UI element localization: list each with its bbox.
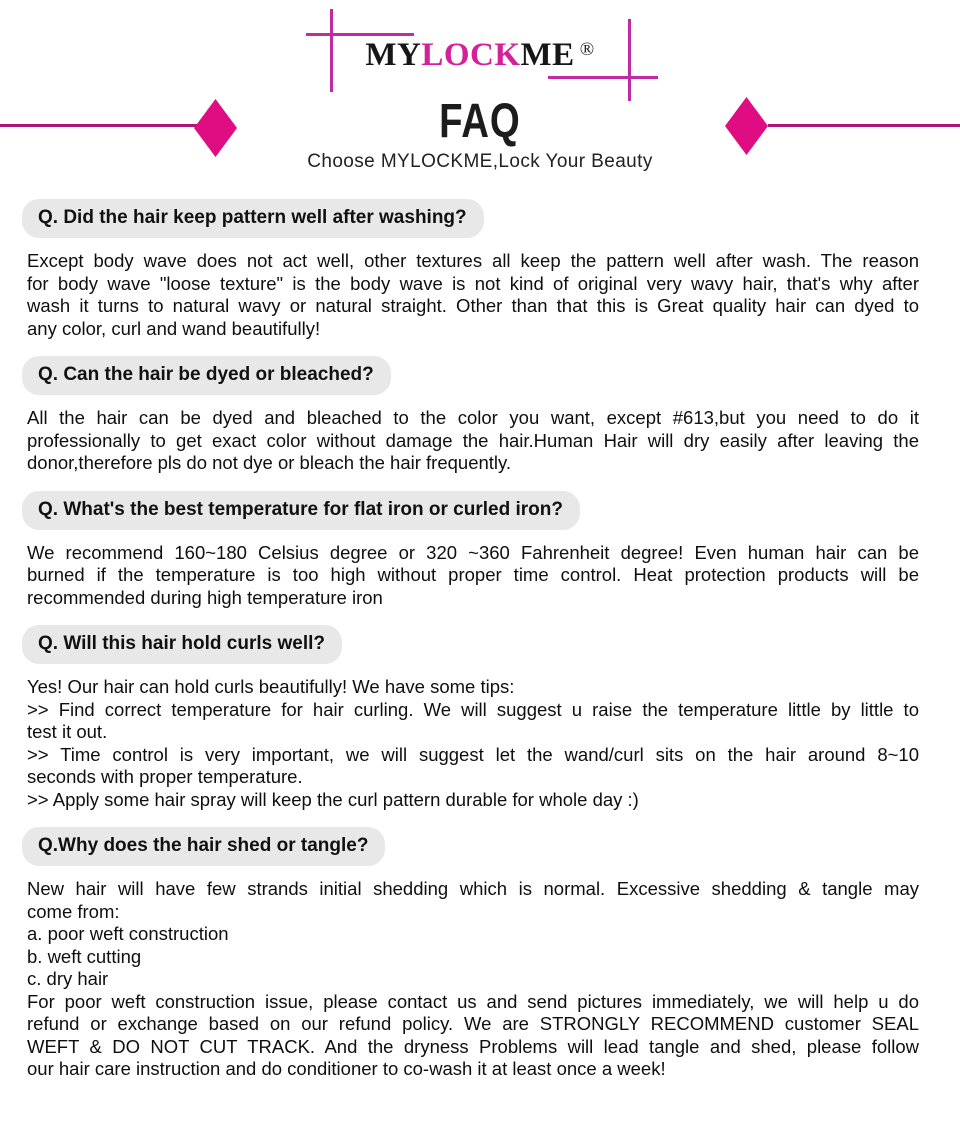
faq-item xyxy=(27,827,919,1081)
answer-line: >> Apply some hair spray will keep the curl pattern durable for whole day :) xyxy=(27,788,639,810)
registered-trademark-icon: ® xyxy=(579,39,595,60)
answer-text xyxy=(27,542,919,610)
answer-line: refund or exchange based on our refund policy. We are STRONGLY RECOMMEND customer SEAL xyxy=(27,1013,919,1034)
faq-item xyxy=(27,625,919,811)
faq-item xyxy=(27,199,919,340)
answer-line: recommended during high temperature iron xyxy=(27,586,383,608)
brand-header xyxy=(0,0,960,188)
answer-line: come from: xyxy=(27,900,120,922)
answer-line: wash it turns to natural wavy or natural straight. Other than that this is Great quality hair can dyed to xyxy=(27,295,919,316)
answer-line: burned if the temperature is too high without proper time control. Heat protection products will be xyxy=(27,564,919,585)
answer-line: >> Time control is very important, we will suggest let the wand/curl sits on the hair around 8~10 xyxy=(27,743,919,765)
answer-line: any color, curl and wand beautifully! xyxy=(27,317,321,339)
answer-line: >> Find correct temperature for hair curling. We will suggest u raise the temperature little by little to xyxy=(27,698,919,720)
answer-line: b. weft cutting xyxy=(27,945,142,967)
answer-line: a. poor weft construction xyxy=(27,923,229,944)
faq-item xyxy=(27,491,919,610)
tagline: Choose MYLOCKME,Lock Your Beauty xyxy=(307,151,653,172)
faq-list xyxy=(0,188,960,1081)
answer-line: donor,therefore pls do not dye or bleach the hair frequently. xyxy=(27,452,512,473)
answer-line: seconds with proper temperature. xyxy=(27,766,303,787)
decorative-line-right xyxy=(768,124,960,127)
question-pill: Q. Can the hair be dyed or bleached? xyxy=(22,356,391,395)
answer-line: c. dry hair xyxy=(27,968,109,989)
logo-text-me: ME xyxy=(520,37,575,73)
question-pill: Q. What's the best temperature for flat iron or curled iron? xyxy=(22,491,580,530)
answer-line: for body wave "loose texture" is the body wave is not kind of original very wavy hair, that's why after xyxy=(27,272,919,294)
faq-item xyxy=(27,356,919,475)
answer-line: test it out. xyxy=(27,721,108,742)
answer-line: WEFT & DO NOT CUT TRACK. And the dryness Problems will lead tangle and shed, please follow xyxy=(27,1035,919,1057)
answer-text xyxy=(27,676,919,811)
page-title: FAQ xyxy=(439,95,521,148)
question-pill: Q.Why does the hair shed or tangle? xyxy=(22,827,385,866)
answer-line: Except body wave does not act well, other textures all keep the pattern well after wash. The reason xyxy=(27,250,919,271)
logo-text-my: MY xyxy=(365,37,422,73)
answer-line: We recommend 160~180 Celsius degree or 320 ~360 Fahrenheit degree! Even human hair can be xyxy=(27,541,919,563)
answer-line: professionally to get exact color without damage the hair.Human Hair will dry easily after leaving the xyxy=(27,429,919,451)
answer-line: our hair care instruction and do conditioner to co-wash it at least once a week! xyxy=(27,1058,666,1079)
answer-line: All the hair can be dyed and bleached to the color you want, except #613,but you need to do it xyxy=(27,407,919,428)
question-pill: Q. Will this hair hold curls well? xyxy=(22,625,342,664)
answer-text xyxy=(27,250,919,340)
answer-line: New hair will have few strands initial shedding which is normal. Excessive shedding & tangle may xyxy=(27,878,919,899)
answer-text xyxy=(27,878,919,1081)
answer-line: Yes! Our hair can hold curls beautifully! We have some tips: xyxy=(27,676,515,697)
question-pill: Q. Did the hair keep pattern well after washing? xyxy=(22,199,484,238)
answer-text xyxy=(27,407,919,475)
answer-line: For poor weft construction issue, please contact us and send pictures immediately, we will help u do xyxy=(27,990,919,1012)
logo-text-lock: LOCK xyxy=(421,37,521,73)
